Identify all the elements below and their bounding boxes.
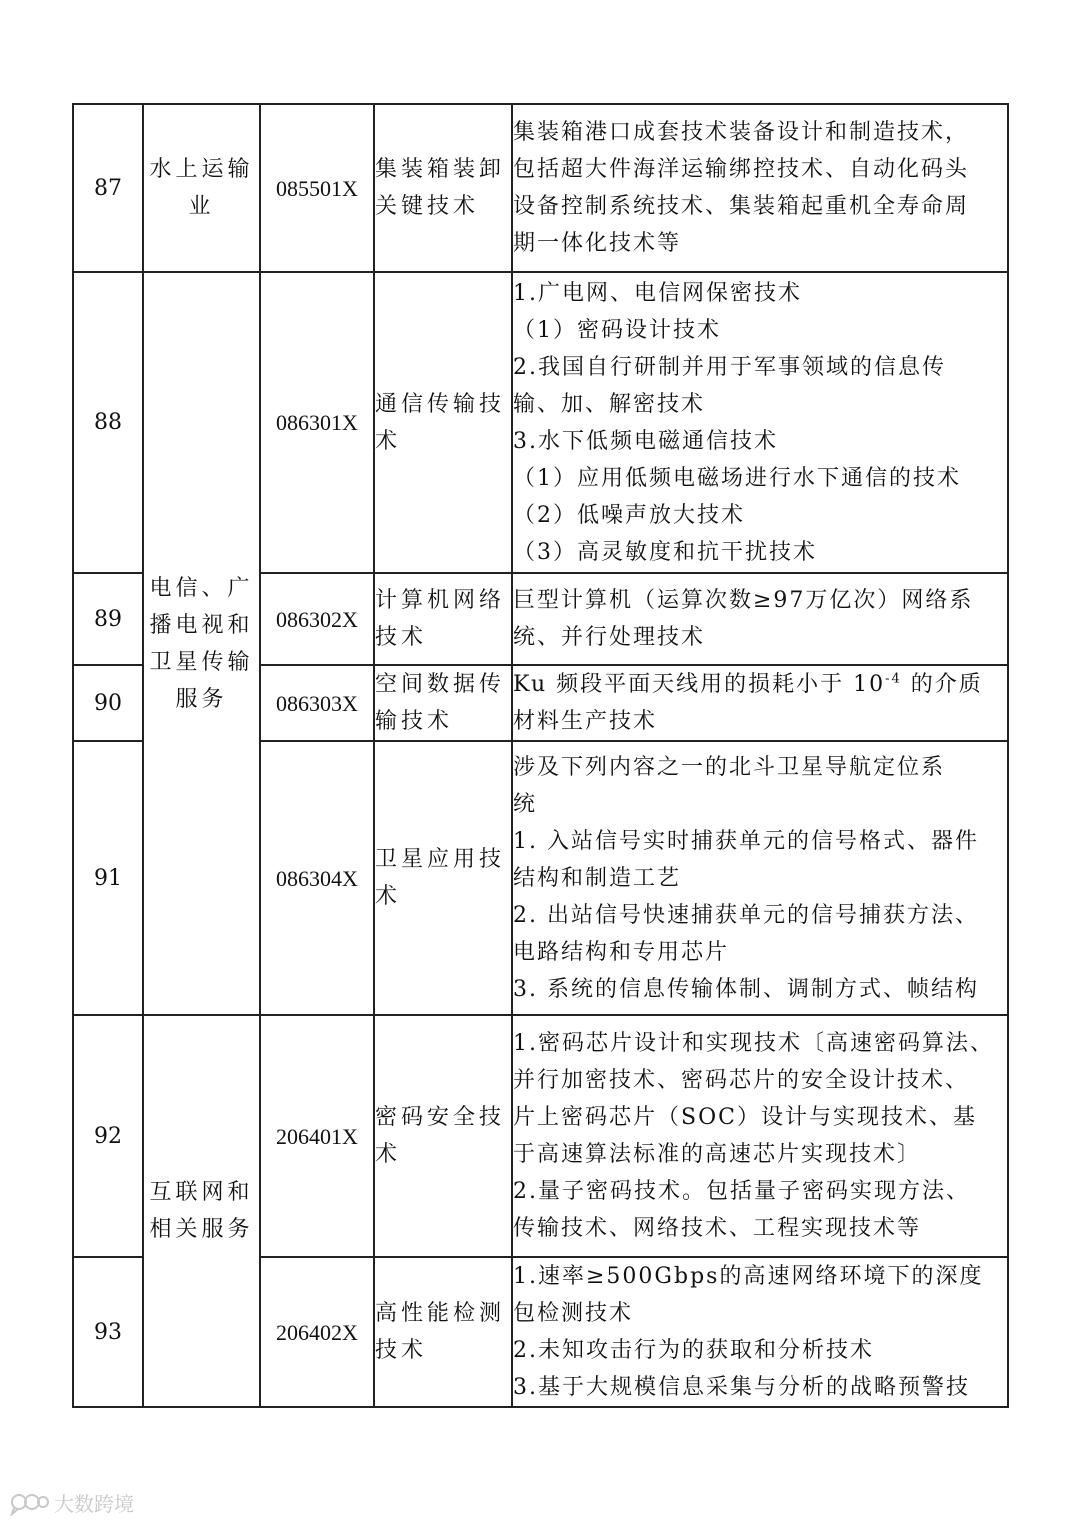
description-line: 期一体化技术等 xyxy=(513,231,682,256)
description-cell xyxy=(512,104,1008,272)
item-code: 086303X xyxy=(260,665,374,741)
description-text: Ku 频段平面天线用的损耗小于 10 xyxy=(513,672,886,697)
description-line: 电路结构和专用芯片 xyxy=(513,939,730,965)
description-cell xyxy=(512,741,1008,1015)
description-line: 片上密码芯片（SOC）设计与实现技术、基 xyxy=(513,1105,977,1130)
table-row xyxy=(73,1015,1008,1257)
description-line: 3. 系统的信息传输体制、调制方式、帧结构 xyxy=(513,976,979,1002)
description-line: 1.密码芯片设计和实现技术〔高速密码算法、 xyxy=(513,1031,994,1056)
description-line xyxy=(513,666,1007,703)
item-code: 086304X xyxy=(260,741,374,1015)
watermark xyxy=(10,1488,134,1517)
description-line: 1.广电网、电信网保密技术 xyxy=(513,280,802,306)
item-code: 206401X xyxy=(260,1015,374,1257)
technology-name: 密码安全技术 xyxy=(374,1015,512,1257)
description-line: （1）应用低频电磁场进行水下通信的技术 xyxy=(513,465,961,491)
description-cell xyxy=(512,665,1008,741)
description-line: 传输技术、网络技术、工程实现技术等 xyxy=(513,1216,922,1241)
description-line: 2.我国自行研制并用于军事领域的信息传 xyxy=(513,354,946,380)
description-line: 1.速率≥500Gbps的高速网络环境下的深度 xyxy=(513,1264,984,1289)
technology-name: 通信传输技术 xyxy=(374,272,512,573)
technology-name: 高性能检测技术 xyxy=(374,1257,512,1407)
industry-cell: 电信、广播电视和卫星传输服务 xyxy=(143,272,260,1015)
industry-cell: 水上运输业 xyxy=(143,104,260,272)
description-line: 巨型计算机（运算次数≥97万亿次）网络系 xyxy=(513,588,974,613)
row-number: 88 xyxy=(73,272,143,573)
technology-name: 卫星应用技术 xyxy=(374,741,512,1015)
description-line: 于高速算法标准的高速芯片实现技术〕 xyxy=(513,1142,922,1167)
description-line: 2. 出站信号快速捕获单元的信号捕获方法、 xyxy=(513,902,979,928)
table-row xyxy=(73,104,1008,272)
item-code: 085501X xyxy=(260,104,374,272)
row-number: 93 xyxy=(73,1257,143,1407)
technology-name: 空间数据传输技术 xyxy=(374,665,512,741)
description-line: 1. 入站信号实时捕获单元的信号格式、器件 xyxy=(513,828,979,854)
row-number: 91 xyxy=(73,741,143,1015)
industry-cell: 互联网和相关服务 xyxy=(143,1015,260,1407)
description-line: 2.量子密码技术。包括量子密码实现方法、 xyxy=(513,1179,970,1204)
description-text: 的介质 xyxy=(901,672,983,697)
description-line: 并行加密技术、密码芯片的安全设计技术、 xyxy=(513,1068,970,1093)
row-number: 90 xyxy=(73,665,143,741)
row-number: 89 xyxy=(73,573,143,665)
item-code: 086301X xyxy=(260,272,374,573)
description-line: 集装箱港口成套技术装备设计和制造技术， xyxy=(513,120,970,145)
description-line: 涉及下列内容之一的北斗卫星导航定位系 xyxy=(513,754,946,780)
item-code: 206402X xyxy=(260,1257,374,1407)
description-line: （3）高灵敏度和抗干扰技术 xyxy=(513,539,817,565)
description-line: 设备控制系统技术、集装箱起重机全寿命周 xyxy=(513,194,970,219)
table-row xyxy=(73,272,1008,573)
description-line: 统、并行处理技术 xyxy=(513,625,706,650)
description-line: 包括超大件海洋运输绑控技术、自动化码头 xyxy=(513,157,970,182)
technology-name: 集装箱装卸关键技术 xyxy=(374,104,512,272)
description-line: （2）低噪声放大技术 xyxy=(513,502,745,528)
description-cell xyxy=(512,272,1008,573)
description-cell xyxy=(512,1257,1008,1407)
item-code: 086302X xyxy=(260,573,374,665)
technology-name: 计算机网络技术 xyxy=(374,573,512,665)
row-number: 87 xyxy=(73,104,143,272)
watermark-text: 大数跨境 xyxy=(54,1492,134,1516)
description-line: 材料生产技术 xyxy=(513,709,658,734)
description-line: 结构和制造工艺 xyxy=(513,865,682,891)
description-line: 3.水下低频电磁通信技术 xyxy=(513,428,778,454)
description-line: 2.未知攻击行为的获取和分析技术 xyxy=(513,1338,874,1363)
description-line: 包检测技术 xyxy=(513,1301,634,1326)
bubble-logo-icon xyxy=(10,1490,50,1516)
description-cell xyxy=(512,1015,1008,1257)
description-cell xyxy=(512,573,1008,665)
technology-table xyxy=(72,103,1009,1408)
description-line: 统 xyxy=(513,791,538,817)
exponent: -4 xyxy=(885,671,902,687)
row-number: 92 xyxy=(73,1015,143,1257)
description-line: 3.基于大规模信息采集与分析的战略预警技 xyxy=(513,1375,970,1400)
description-line: 输、加、解密技术 xyxy=(513,391,706,417)
description-line: （1）密码设计技术 xyxy=(513,317,721,343)
